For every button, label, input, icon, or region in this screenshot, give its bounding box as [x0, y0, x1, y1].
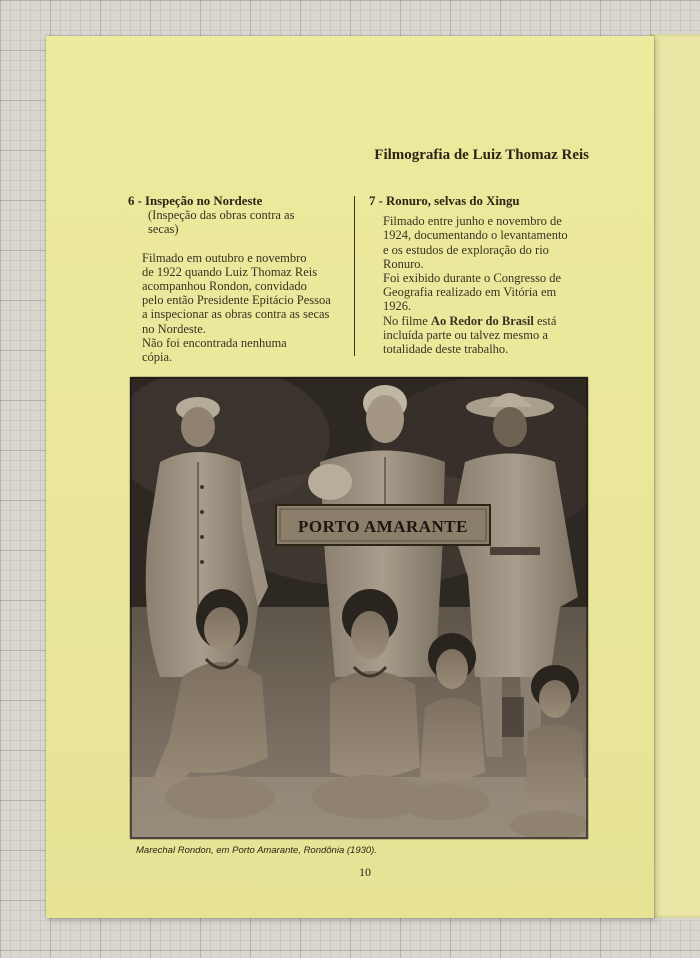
- booklet-page: [46, 36, 654, 918]
- sign-text: PORTO AMARANTE: [298, 517, 468, 536]
- section-6-subtitle-line: secas): [148, 222, 179, 237]
- column-divider: [354, 196, 355, 356]
- section-6-subtitle: [128, 208, 343, 236]
- photo-caption: Marechal Rondon, em Porto Amarante, Rondônia (1930).: [136, 845, 377, 856]
- text-line: no Nordeste.: [142, 321, 206, 336]
- section-6-heading: 6 - Inspeção no Nordeste: [128, 194, 263, 208]
- section-7: [369, 194, 591, 356]
- page-title: Filmografia de Luiz Thomaz Reis: [374, 147, 589, 163]
- text-line: cópia.: [142, 350, 173, 365]
- text-line: de 1922 quando Luiz Thomaz Reis: [142, 264, 318, 279]
- text-line: Filmado em outubro e novembro: [142, 250, 307, 265]
- text-line: Geografia realizado em Vitória em: [383, 285, 557, 300]
- text-line: pelo então Presidente Epitácio Pessoa: [142, 293, 331, 308]
- section-7-heading: 7 - Ronuro, selvas do Xingu: [369, 194, 520, 208]
- section-6-paragraph-1: [128, 251, 343, 336]
- text-line: totalidade deste trabalho.: [383, 342, 509, 357]
- porto-amarante-sign: [276, 505, 490, 545]
- section-6-paragraph-2: [128, 336, 343, 364]
- bleed-through-text: [166, 146, 169, 161]
- text-line: e os estudos de exploração do rio: [383, 242, 549, 257]
- text-line: Foi exibido durante o Congresso de: [383, 271, 562, 286]
- text-line: 1924, documentando o levantamento: [383, 228, 568, 243]
- text-line: acompanhou Rondon, convidado: [142, 279, 307, 294]
- text-line: a inspecionar as obras contra as secas: [142, 307, 330, 322]
- photo-illustration: [130, 377, 588, 839]
- text-line: Não foi encontrada nenhuma: [142, 335, 287, 350]
- text-line: incluída parte ou talvez mesmo a: [383, 327, 548, 342]
- text-line: [369, 314, 591, 328]
- section-7-paragraph-1: [369, 214, 591, 271]
- section-7-paragraph-2: [369, 271, 591, 314]
- text-line: 1926.: [383, 299, 412, 314]
- text-line: Filmado entre junho e novembro de: [383, 214, 562, 229]
- text-line: Ronuro.: [383, 256, 424, 271]
- section-6-subtitle-line: (Inspeção das obras contra as: [148, 208, 295, 223]
- historical-photograph: [130, 377, 588, 839]
- section-6: [128, 194, 343, 364]
- text-fragment: No filme: [383, 313, 428, 328]
- facing-page-edge: [650, 34, 700, 918]
- page-number: 10: [359, 865, 371, 879]
- text-fragment: está: [536, 313, 557, 328]
- film-title: Ao Redor do Brasil: [430, 313, 534, 328]
- section-7-paragraph-3: [369, 314, 591, 357]
